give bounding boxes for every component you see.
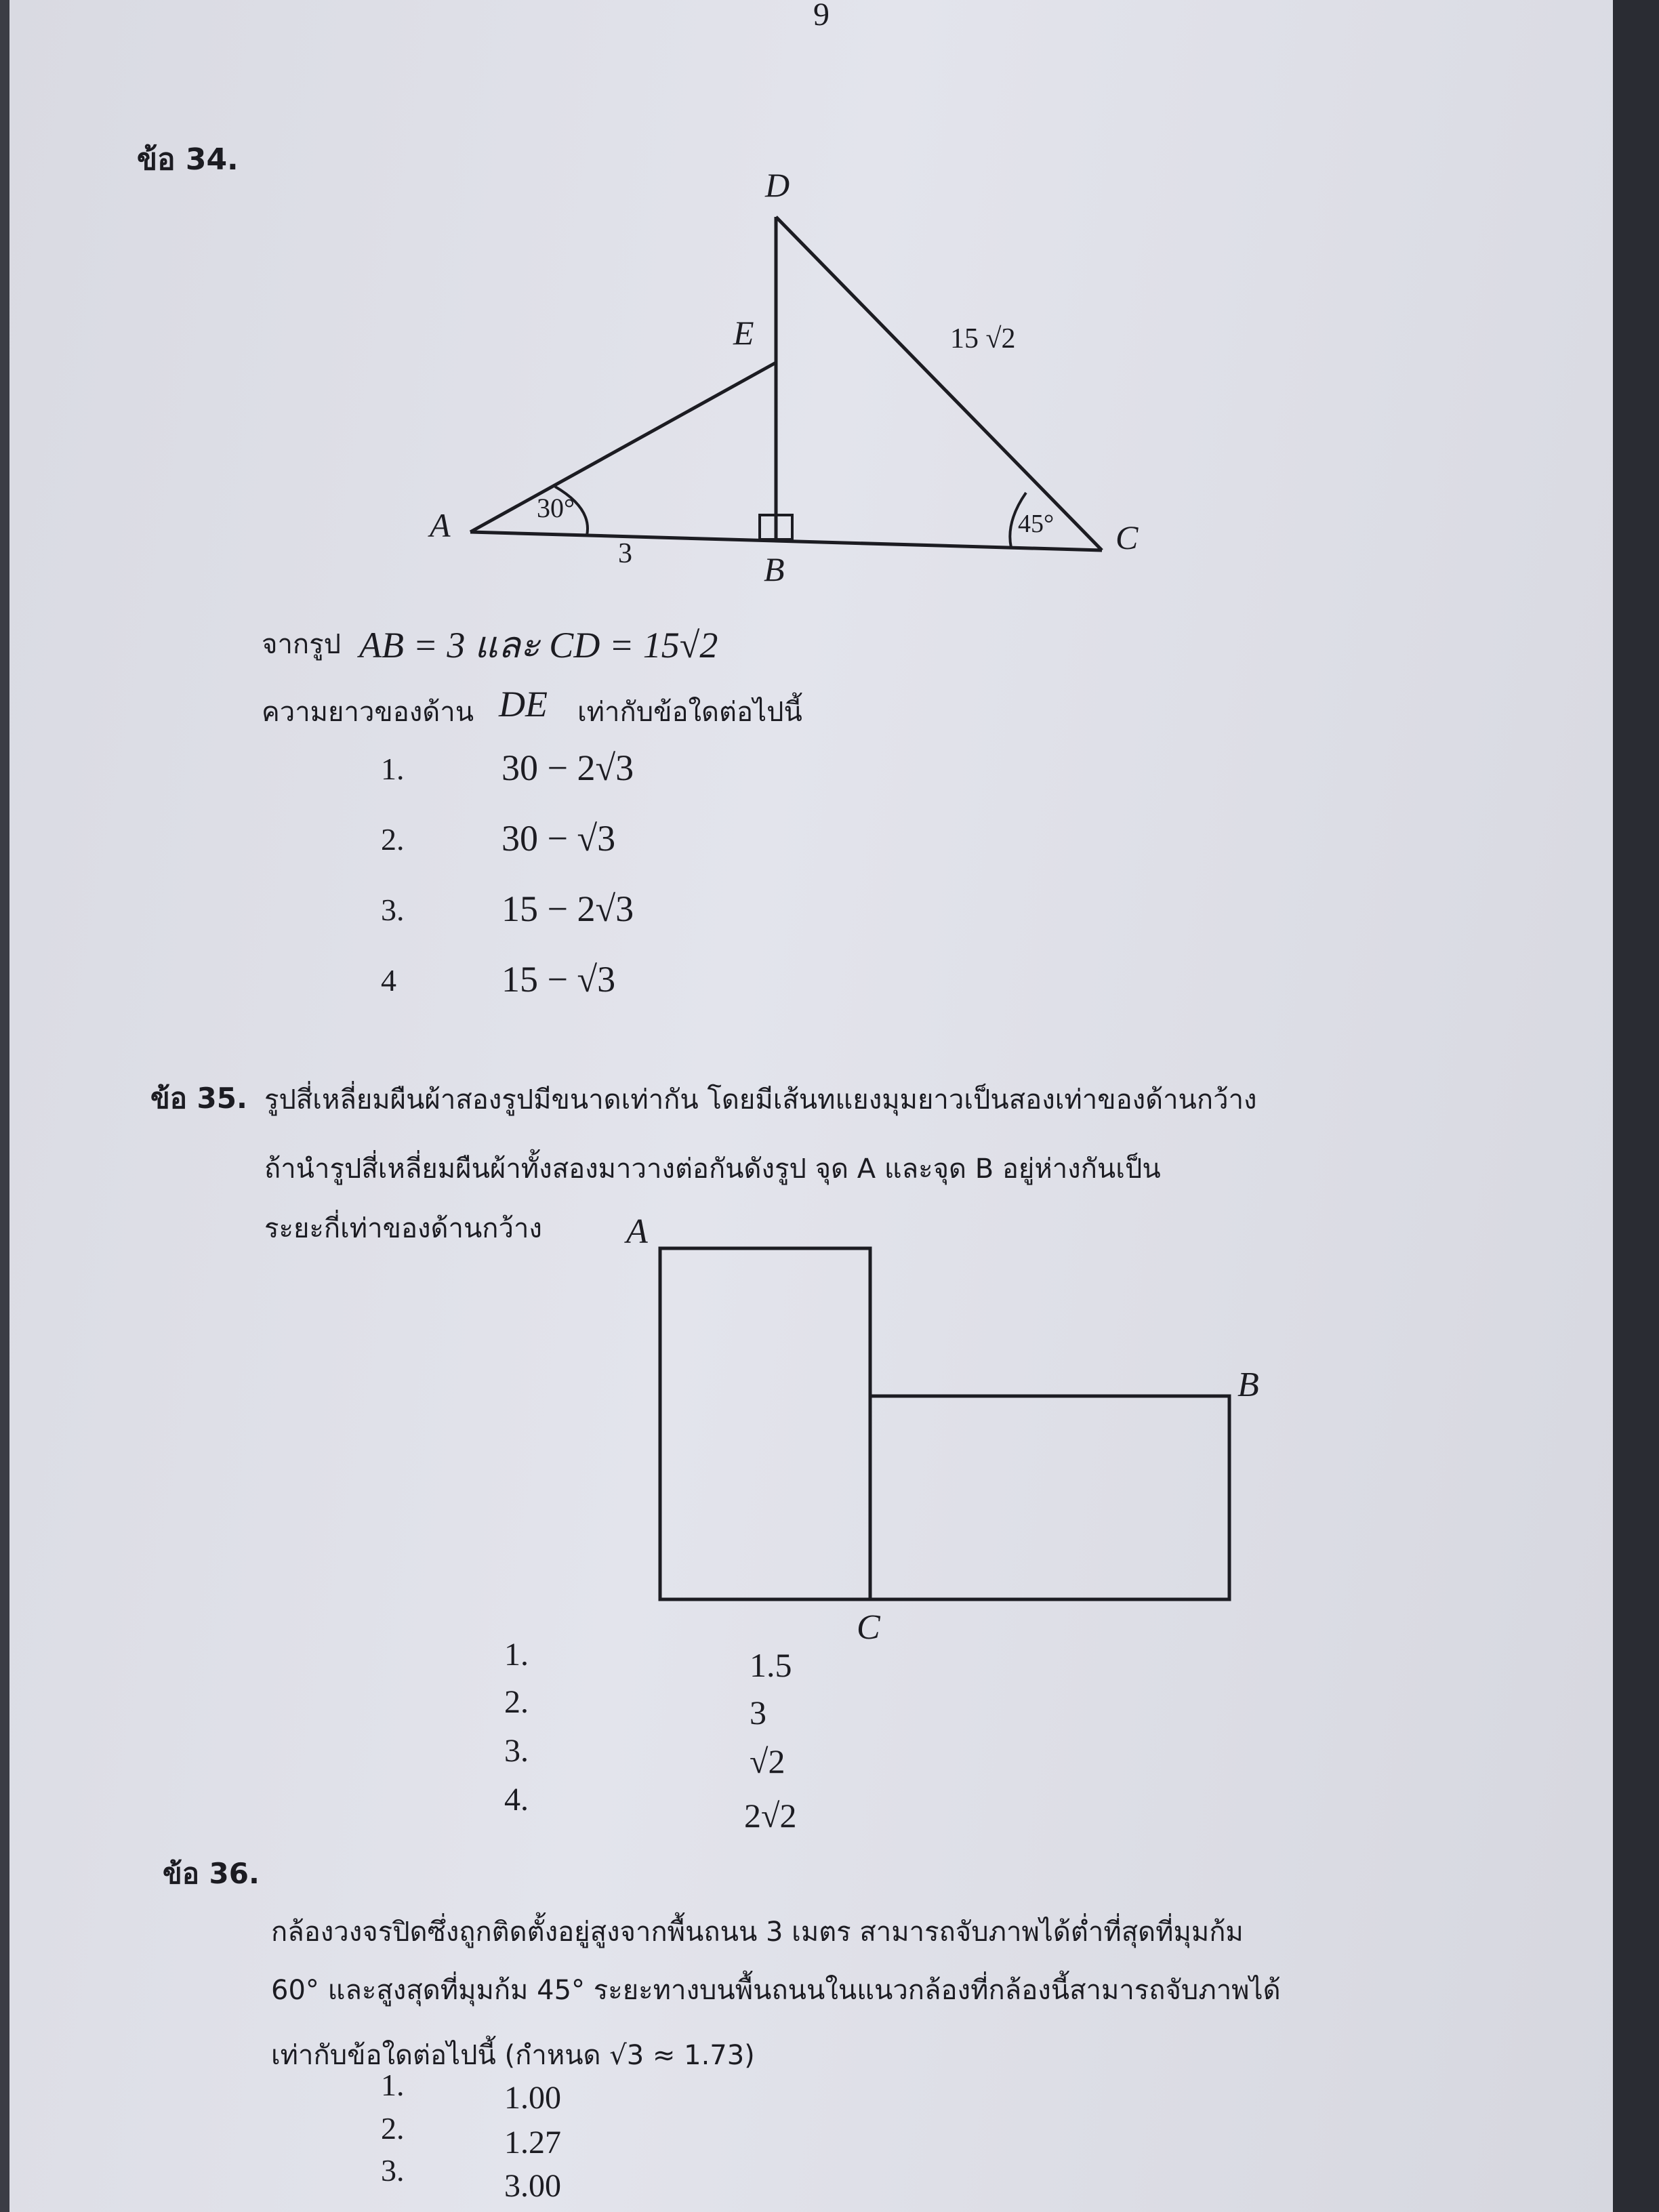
q36-option-3-value: 3.00	[504, 2168, 561, 2204]
point-b-label: B	[764, 550, 785, 588]
point-e-label: E	[733, 314, 754, 352]
angle-a-label: 30°	[537, 493, 575, 523]
q36-option-3-num: 3.	[381, 2153, 405, 2188]
q35-label: ข้อ 35.	[150, 1082, 247, 1115]
q35-text-line3: ระยะกี่เท่าของด้านกว้าง	[264, 1213, 542, 1244]
q35-option-3-value: √2	[750, 1742, 785, 1780]
q35-option-1-num: 1.	[504, 1637, 529, 1673]
q34-question-seg: DE	[499, 684, 548, 724]
q35-option-2-value: 3	[750, 1694, 766, 1732]
point-b-label: B	[1237, 1366, 1259, 1404]
point-c-label: C	[1115, 518, 1139, 556]
q34-option-1-num: 1.	[381, 752, 405, 786]
q35-rectangles-figure	[599, 1206, 1290, 1654]
document-page	[9, 0, 1613, 2212]
q35-option-4-value: 2√2	[744, 1797, 797, 1835]
segment-ac	[470, 532, 1102, 550]
q34-option-2-num: 2.	[381, 822, 405, 857]
page-edge-shadow	[1613, 0, 1659, 2212]
angle-c-label: 45°	[1018, 510, 1054, 538]
rectangle-lying	[870, 1396, 1229, 1599]
q34-option-3-value: 15 − 2√3	[501, 888, 634, 929]
q36-text-line2: 60° และสูงสุดที่มุมก้ม 45° ระยะทางบนพื้นถนนในแนวกล้องที่กล้องนี้สามารถจับภาพได้	[271, 1975, 1281, 2006]
side-ab-label: 3	[618, 538, 632, 569]
q34-question-suffix: เท่ากับข้อใดต่อไปนี้	[577, 697, 802, 728]
point-a-label: A	[430, 506, 451, 544]
q34-option-2-value: 30 − √3	[501, 818, 616, 859]
q34-option-4-num: 4	[381, 963, 396, 998]
q34-option-1-value: 30 − 2√3	[501, 747, 634, 788]
segment-dc	[776, 217, 1102, 550]
point-a-label: A	[626, 1212, 648, 1251]
q35-option-1-value: 1.5	[750, 1646, 792, 1684]
q34-label: ข้อ 34.	[137, 142, 239, 177]
q34-option-4-value: 15 − √3	[501, 959, 616, 1000]
q36-text-line3: เท่ากับข้อใดต่อไปนี้ (กำหนด √3 ≈ 1.73)	[271, 2040, 755, 2071]
segment-ae	[470, 363, 776, 532]
page-number: 9	[813, 0, 830, 33]
q34-given-prefix: จากรูป	[262, 629, 341, 660]
q36-option-2-num: 2.	[381, 2111, 405, 2146]
q35-option-3-num: 3.	[504, 1733, 529, 1769]
side-cd-label: 15 √2	[950, 323, 1016, 354]
q34-triangle-figure	[389, 156, 1202, 596]
q36-option-2-value: 1.27	[504, 2125, 561, 2160]
q36-text-line1: กล้องวงจรปิดซึ่งถูกติดตั้งอยู่สูงจากพื้นถนน 3 เมตร สามารถจับภาพได้ต่ำที่สุดที่มุมก้ม	[271, 1917, 1244, 1948]
q35-option-2-num: 2.	[504, 1684, 529, 1720]
q35-text-line1: รูปสี่เหลี่ยมผืนผ้าสองรูปมีขนาดเท่ากัน โดยมีเส้นทแยงมุมยาวเป็นสองเท่าของด้านกว้าง	[264, 1084, 1257, 1115]
q34-option-3-num: 3.	[381, 893, 405, 927]
point-d-label: D	[765, 166, 790, 204]
point-c-label: C	[857, 1608, 880, 1647]
q36-label: ข้อ 36.	[163, 1857, 260, 1890]
q36-option-1-value: 1.00	[504, 2080, 561, 2116]
q36-option-1-num: 1.	[381, 2068, 405, 2102]
rectangle-upright	[660, 1248, 870, 1599]
q35-text-line2: ถ้านำรูปสี่เหลี่ยมผืนผ้าทั้งสองมาวางต่อกันดังรูป จุด A และจุด B อยู่ห่างกันเป็น	[264, 1153, 1161, 1185]
q34-given-math: AB = 3 และ CD = 15√2	[359, 625, 718, 665]
q34-question-prefix: ความยาวของด้าน	[262, 697, 474, 728]
q35-option-4-num: 4.	[504, 1782, 529, 1818]
